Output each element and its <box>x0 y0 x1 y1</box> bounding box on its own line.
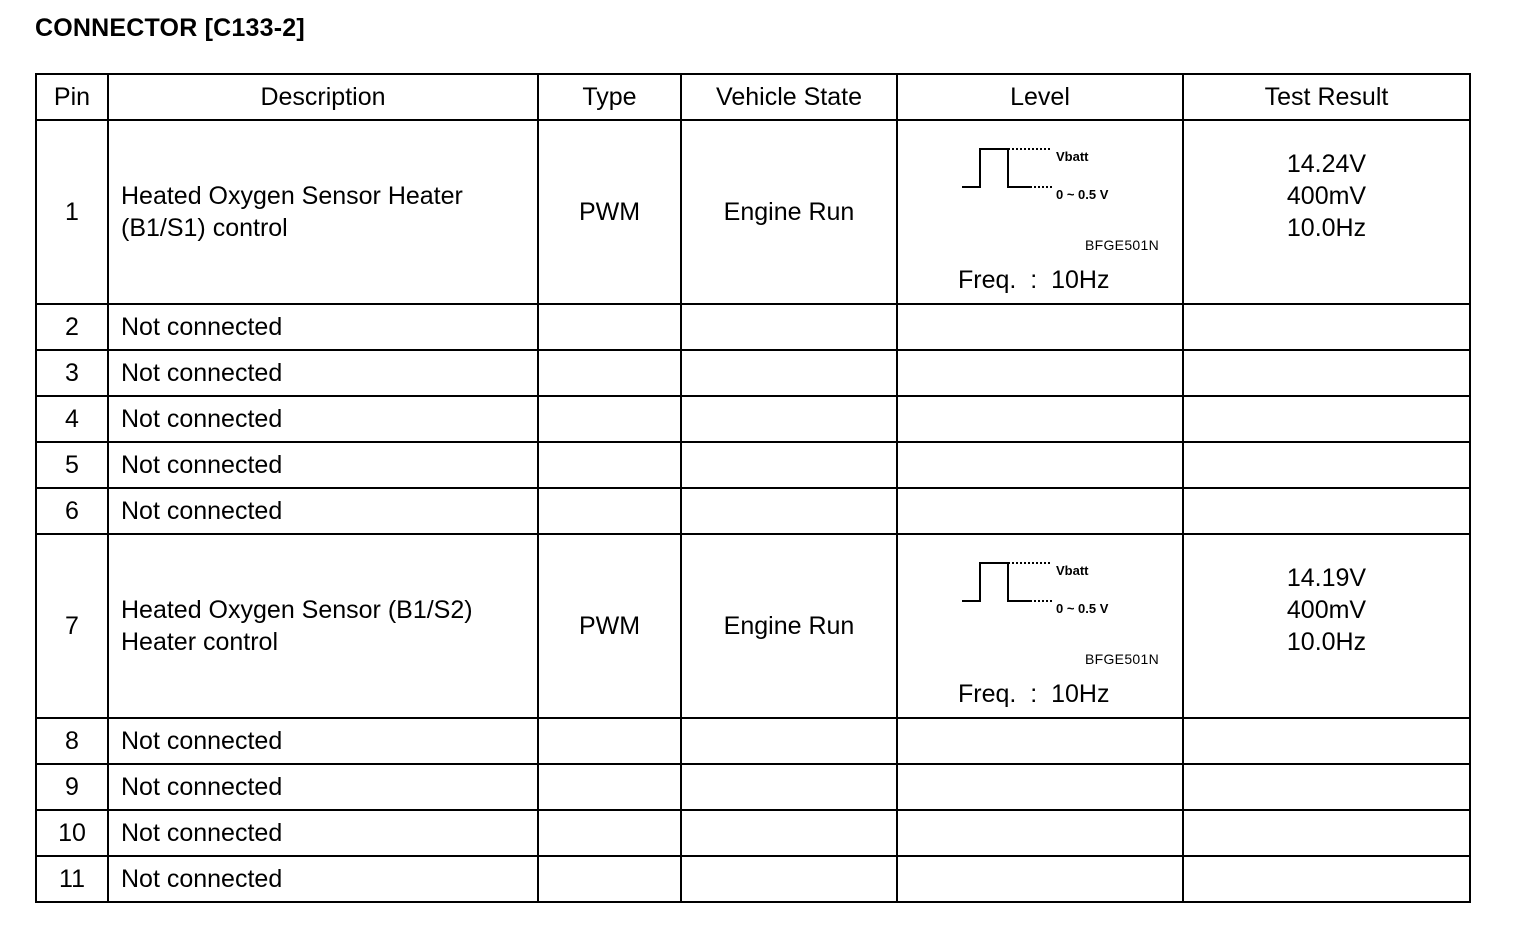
level-cell <box>897 442 1183 488</box>
description-line: (B1/S1) control <box>121 214 288 242</box>
table-row <box>36 442 1470 488</box>
description-line: Heated Oxygen Sensor (B1/S2) <box>121 596 473 624</box>
level-cell <box>897 764 1183 810</box>
table-row <box>36 764 1470 810</box>
type-cell <box>538 810 681 856</box>
description-cell: Not connected <box>108 304 538 350</box>
test-result-cell <box>1183 534 1470 718</box>
vehicle-state-cell <box>681 350 897 396</box>
test-result-cell <box>1183 718 1470 764</box>
vehicle-state-cell <box>681 810 897 856</box>
test-result-cell <box>1183 856 1470 902</box>
result-voltage-high: 14.24V <box>1286 150 1367 178</box>
table-row <box>36 304 1470 350</box>
vehicle-state-cell <box>681 304 897 350</box>
table-row <box>36 810 1470 856</box>
table-row <box>36 120 1470 304</box>
description-line: Heated Oxygen Sensor Heater <box>121 182 463 210</box>
vehicle-state-cell: Engine Run <box>681 534 897 718</box>
frequency-label: Freq. : 10Hz <box>958 680 1110 708</box>
type-cell: PWM <box>538 120 681 304</box>
description-cell: Not connected <box>108 442 538 488</box>
vehicle-state-cell <box>681 488 897 534</box>
description-cell <box>108 120 538 304</box>
figure-code: BFGE501N <box>1085 237 1159 253</box>
level-high-label: Vbatt <box>1056 149 1089 164</box>
header-test-result: Test Result <box>1183 74 1470 120</box>
table-row <box>36 488 1470 534</box>
table-row <box>36 718 1470 764</box>
level-low-label: 0 ~ 0.5 V <box>1056 187 1109 202</box>
description-cell: Not connected <box>108 350 538 396</box>
level-cell <box>897 396 1183 442</box>
description-cell: Not connected <box>108 856 538 902</box>
table-row <box>36 856 1470 902</box>
pin-cell: 11 <box>36 856 108 902</box>
test-result-cell <box>1183 304 1470 350</box>
description-cell: Not connected <box>108 718 538 764</box>
table-row <box>36 350 1470 396</box>
pin-cell: 9 <box>36 764 108 810</box>
test-result-cell <box>1183 350 1470 396</box>
result-voltage-high: 14.19V <box>1286 564 1367 592</box>
description-line: Heater control <box>121 628 279 656</box>
header-description: Description <box>108 74 538 120</box>
result-voltage-low: 400mV <box>1286 596 1367 624</box>
pwm-waveform-icon <box>958 143 1058 193</box>
result-voltage-low: 400mV <box>1286 182 1367 210</box>
level-cell <box>897 350 1183 396</box>
connector-pin-table <box>35 73 1471 903</box>
test-result-cell <box>1183 396 1470 442</box>
header-vehicle-state: Vehicle State <box>681 74 897 120</box>
table-row <box>36 396 1470 442</box>
level-cell <box>897 718 1183 764</box>
header-type: Type <box>538 74 681 120</box>
result-frequency: 10.0Hz <box>1286 628 1367 656</box>
pin-cell: 2 <box>36 304 108 350</box>
type-cell <box>538 350 681 396</box>
pin-cell: 4 <box>36 396 108 442</box>
level-low-label: 0 ~ 0.5 V <box>1056 601 1109 616</box>
level-cell <box>897 304 1183 350</box>
level-high-label: Vbatt <box>1056 563 1089 578</box>
test-result-cell <box>1183 120 1470 304</box>
pin-cell: 1 <box>36 120 108 304</box>
pin-cell: 8 <box>36 718 108 764</box>
vehicle-state-cell <box>681 718 897 764</box>
vehicle-state-cell <box>681 442 897 488</box>
description-cell: Not connected <box>108 396 538 442</box>
pwm-waveform-icon <box>958 557 1058 607</box>
pin-cell: 7 <box>36 534 108 718</box>
type-cell <box>538 442 681 488</box>
type-cell: PWM <box>538 534 681 718</box>
vehicle-state-cell: Engine Run <box>681 120 897 304</box>
pin-cell: 6 <box>36 488 108 534</box>
test-result-cell <box>1183 810 1470 856</box>
type-cell <box>538 856 681 902</box>
type-cell <box>538 718 681 764</box>
pin-cell: 5 <box>36 442 108 488</box>
table-row <box>36 534 1470 718</box>
table-header-row <box>36 74 1470 120</box>
pin-cell: 10 <box>36 810 108 856</box>
level-cell <box>897 488 1183 534</box>
test-result-cell <box>1183 488 1470 534</box>
test-result-cell <box>1183 764 1470 810</box>
frequency-label: Freq. : 10Hz <box>958 266 1110 294</box>
level-cell <box>897 120 1183 304</box>
description-cell: Not connected <box>108 764 538 810</box>
level-cell <box>897 534 1183 718</box>
vehicle-state-cell <box>681 764 897 810</box>
result-frequency: 10.0Hz <box>1286 214 1367 242</box>
type-cell <box>538 304 681 350</box>
header-pin: Pin <box>36 74 108 120</box>
figure-code: BFGE501N <box>1085 651 1159 667</box>
type-cell <box>538 396 681 442</box>
test-result-cell <box>1183 442 1470 488</box>
description-cell: Not connected <box>108 488 538 534</box>
vehicle-state-cell <box>681 856 897 902</box>
description-cell <box>108 534 538 718</box>
document-title: CONNECTOR [C133-2] <box>35 14 305 42</box>
level-cell <box>897 810 1183 856</box>
description-cell: Not connected <box>108 810 538 856</box>
vehicle-state-cell <box>681 396 897 442</box>
type-cell <box>538 488 681 534</box>
pin-cell: 3 <box>36 350 108 396</box>
level-cell <box>897 856 1183 902</box>
type-cell <box>538 764 681 810</box>
header-level: Level <box>897 74 1183 120</box>
